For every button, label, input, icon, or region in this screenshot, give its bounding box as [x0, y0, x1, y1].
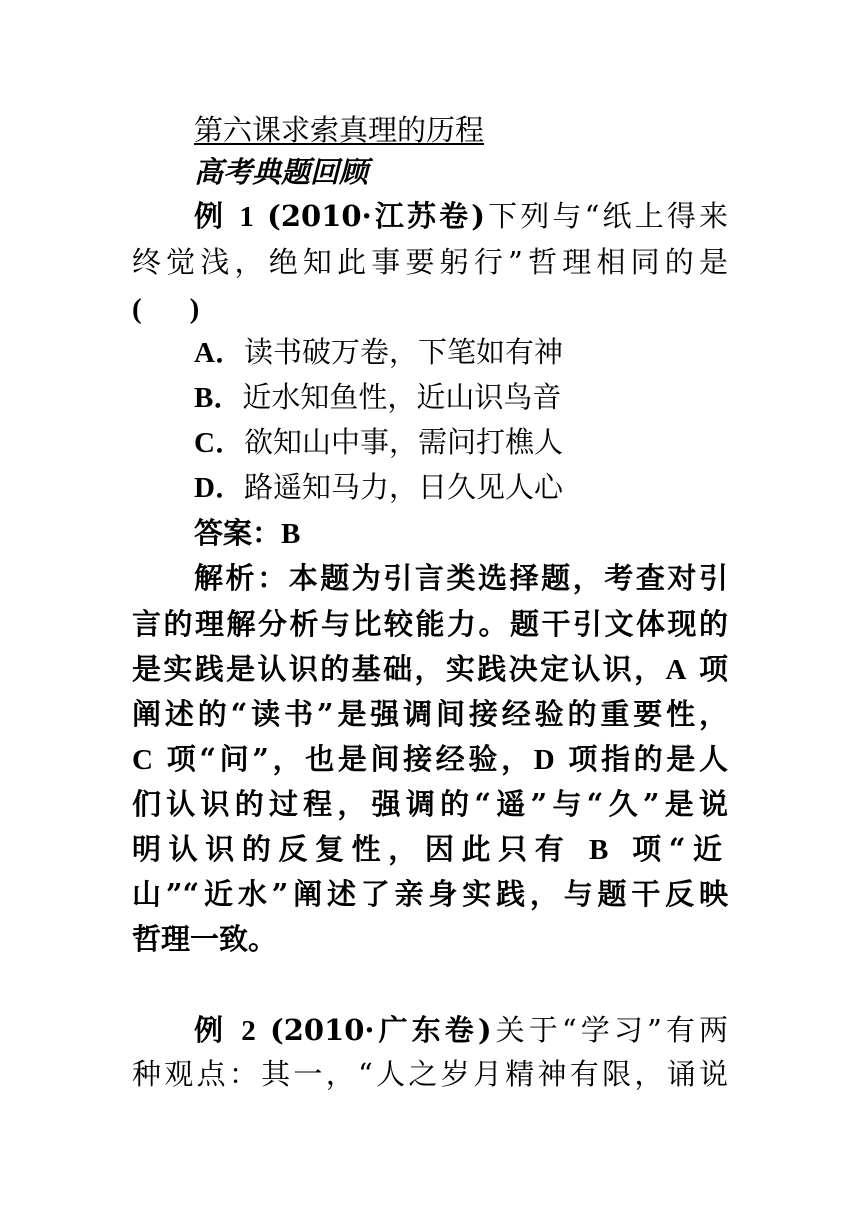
option-c: C．欲知山中事，需问打樵人 — [194, 425, 563, 459]
option-text: 近水知鱼性，近山识鸟音 — [242, 380, 562, 414]
option-d: D．路遥知马力，日久见人心 — [194, 470, 563, 504]
analysis-line-1: 解析：本题为引言类选择题，考查对引 — [194, 561, 728, 595]
example-source: (2010·广东卷) — [269, 1013, 492, 1047]
answer-blank: ( ) — [132, 293, 200, 325]
example-2-line-1 — [194, 1010, 728, 1050]
example-1-line-2: 终觉浅，绝知此事要躬行”哲理相同的是 — [132, 245, 728, 279]
analysis-line-9: 哲理一致。 — [132, 922, 278, 956]
example-label: 例 — [194, 199, 227, 233]
example-2-line-2: 种观点：其一，“人之岁月精神有限，诵说 — [132, 1057, 728, 1091]
section-heading: 高考典题回顾 — [194, 155, 369, 189]
analysis-line-6: 们认识的过程，强调的“遥”与“久”是说 — [132, 787, 728, 821]
analysis-line-5: C 项“问”，也是间接经验，D 项指的是人 — [132, 742, 728, 776]
question-text: 下列与“纸上得来 — [485, 199, 728, 233]
option-b: B．近水知鱼性，近山识鸟音 — [194, 380, 562, 414]
option-letter: C — [194, 427, 215, 459]
analysis-line-2: 言的理解分析与比较能力。题干引文体现的 — [132, 607, 728, 641]
example-source: (2010·江苏卷) — [267, 199, 485, 233]
analysis-line-8: 山”“近水”阐述了亲身实践，与题干反映 — [132, 877, 728, 911]
question-text: 关于“学习”有两 — [491, 1013, 728, 1047]
analysis-label: 解析： — [194, 561, 289, 595]
analysis-line-4: 阐述的“读书”是强调间接经验的重要性， — [132, 697, 728, 731]
example-number: 2 — [241, 1015, 256, 1047]
answer-value: B — [281, 518, 301, 550]
answer-label: 答案： — [194, 516, 282, 550]
lesson-title: 第六课求索真理的历程 — [194, 113, 485, 147]
option-letter: B — [194, 382, 214, 414]
analysis-line-3: 是实践是认识的基础，实践决定认识，A 项 — [132, 652, 728, 686]
option-text: 路遥知马力，日久见人心 — [243, 470, 563, 504]
option-letter: D — [194, 472, 215, 504]
option-text: 读书破万卷，下笔如有神 — [243, 335, 563, 369]
option-a: A．读书破万卷，下笔如有神 — [194, 335, 563, 369]
answer-line — [194, 513, 728, 553]
analysis-line-7: 明认识的反复性，因此只有 B 项“近 — [132, 832, 728, 866]
example-label: 例 — [194, 1013, 228, 1047]
example-number: 1 — [239, 201, 254, 233]
option-text: 欲知山中事，需问打樵人 — [243, 425, 563, 459]
option-letter: A — [194, 337, 215, 369]
example-1-line-1 — [194, 196, 728, 236]
